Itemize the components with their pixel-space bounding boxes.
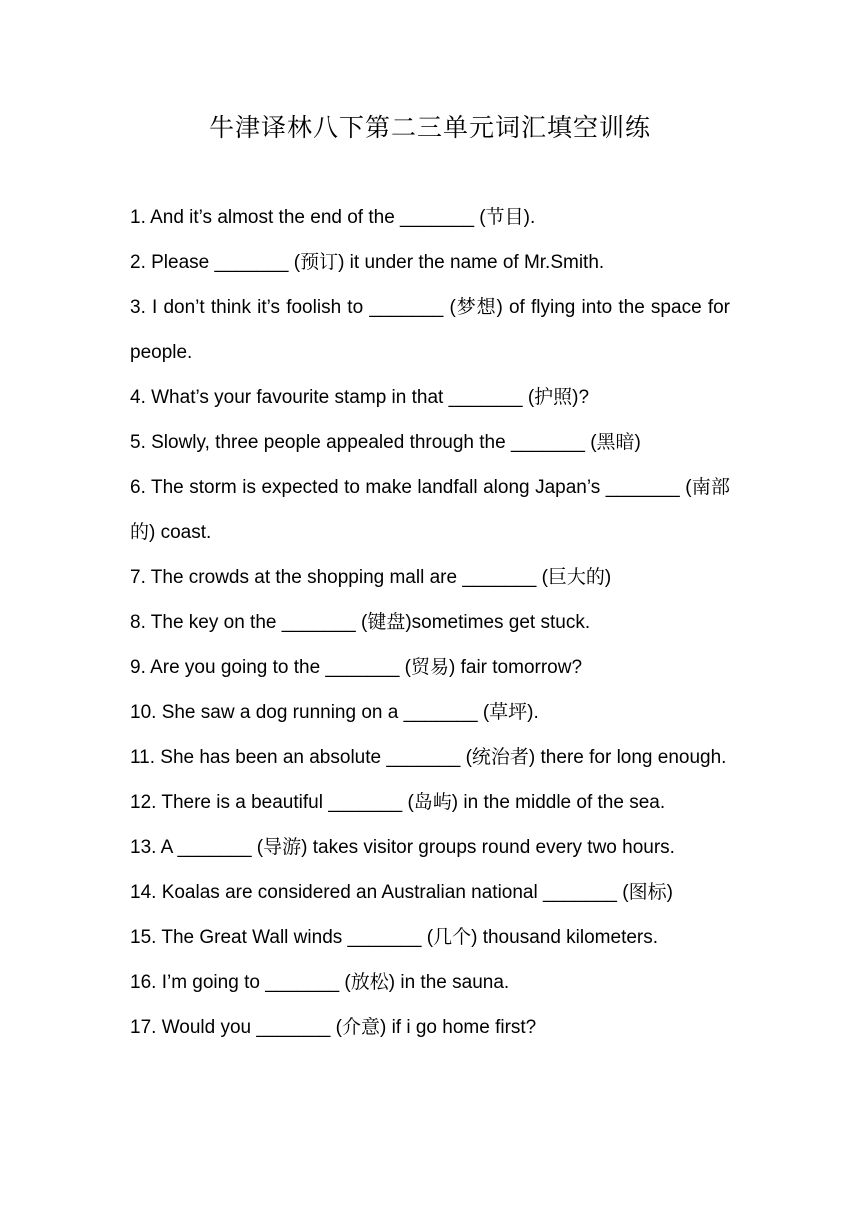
question-item: 17. Would you _______ (介意) if i go home first? <box>130 1017 537 1038</box>
question-item: 2. Please _______ (预订) it under the name of Mr.Smith. <box>130 252 605 273</box>
question-item: 7. The crowds at the shopping mall are _______ (巨大的) <box>130 567 612 588</box>
question-item: 9. Are you going to the _______ (贸易) fair tomorrow? <box>130 657 583 678</box>
question-item: 8. The key on the _______ (键盘)sometimes get stuck. <box>130 612 591 633</box>
question-item: 14. Koalas are considered an Australian national _______ (图标) <box>130 882 673 903</box>
question-item: 3. I don’t think it’s foolish to _______ (梦想) of flying into the space for people. <box>130 297 730 363</box>
question-item: 1. And it’s almost the end of the _______ (节目). <box>130 207 536 228</box>
question-item: 16. I’m going to _______ (放松) in the sauna. <box>130 972 510 993</box>
question-item: 6. The storm is expected to make landfall along Japan’s _______ (南部的) coast. <box>130 477 730 543</box>
question-item: 12. There is a beautiful _______ (岛屿) in the middle of the sea. <box>130 792 666 813</box>
document-title: 牛津译林八下第二三单元词汇填空训练 <box>208 113 651 142</box>
question-list <box>130 195 730 1050</box>
question-item: 15. The Great Wall winds _______ (几个) thousand kilometers. <box>130 927 659 948</box>
question-item: 5. Slowly, three people appealed through the _______ (黑暗) <box>130 432 641 453</box>
question-item: 10. She saw a dog running on a _______ (草坪). <box>130 702 539 723</box>
question-item: 11. She has been an absolute _______ (统治者) there for long enough. <box>130 747 727 768</box>
question-item: 13. A _______ (导游) takes visitor groups round every two hours. <box>130 837 675 858</box>
question-item: 4. What’s your favourite stamp in that _______ (护照)? <box>130 387 590 408</box>
